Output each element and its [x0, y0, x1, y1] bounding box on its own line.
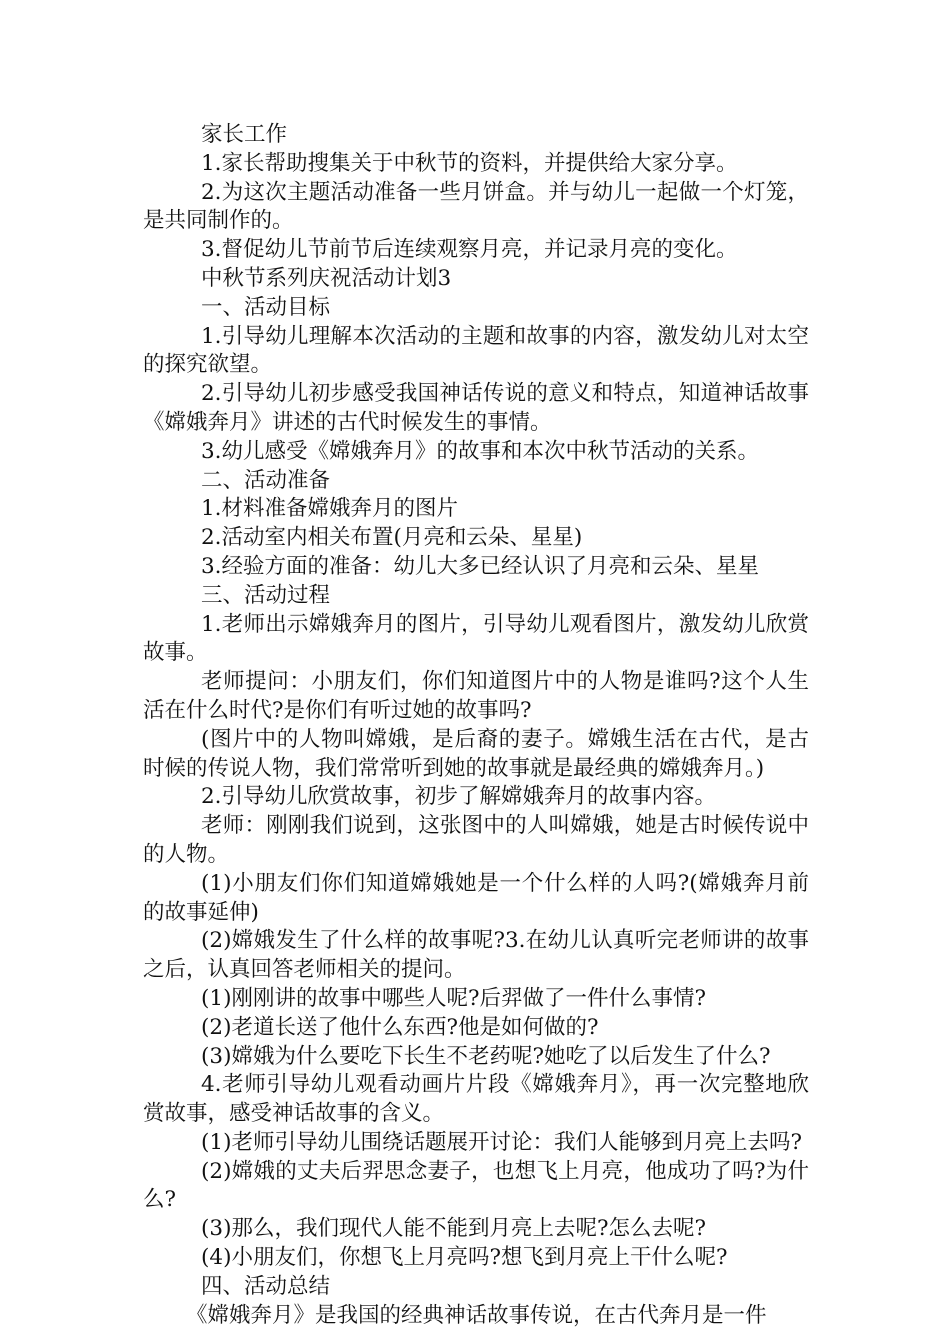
- paragraph: (2)嫦娥的丈夫后羿思念妻子，也想飞上月亮，他成功了吗?为什么?: [143, 1158, 809, 1213]
- paragraph: (2)老道长送了他什么东西?他是如何做的?: [201, 1014, 599, 1040]
- paragraph: 2.引导幼儿欣赏故事，初步了解嫦娥奔月的故事内容。: [201, 784, 717, 810]
- paragraph: (图片中的人物叫嫦娥，是后裔的妻子。嫦娥生活在古代，是古时候的传说人物，我们常常听到她的故事就是最经典的嫦娥奔月。): [143, 726, 809, 781]
- paragraph: 3.经验方面的准备：幼儿大多已经认识了月亮和云朵、星星: [201, 553, 760, 579]
- paragraph: 1.材料准备嫦娥奔月的图片: [201, 496, 459, 522]
- paragraph: 2.为这次主题活动准备一些月饼盒。并与幼儿一起做一个灯笼，是共同制作的。: [143, 179, 809, 234]
- paragraph: 3.督促幼儿节前节后连续观察月亮，并记录月亮的变化。: [201, 237, 738, 263]
- section-heading: 一、活动目标: [201, 294, 331, 320]
- paragraph: (1)老师引导幼儿围绕话题展开讨论：我们人能够到月亮上去吗?: [201, 1129, 802, 1155]
- paragraph: 1.家长帮助搜集关于中秋节的资料，并提供给大家分享。: [201, 150, 738, 176]
- paragraph: 老师：刚刚我们说到，这张图中的人叫嫦娥，她是古时候传说中的人物。: [143, 813, 809, 867]
- paragraph: (4)小朋友们，你想飞上月亮吗?想飞到月亮上干什么呢?: [201, 1245, 728, 1271]
- section-heading: 中秋节系列庆祝活动计划3: [201, 265, 452, 291]
- paragraph: 4.老师引导幼儿观看动画片片段《嫦娥奔月》，再一次完整地欣赏故事，感受神话故事的含义。: [143, 1072, 809, 1127]
- paragraph: 老师提问：小朋友们，你们知道图片中的人物是谁吗?这个人生活在什么时代?是你们有听过她的故事吗?: [143, 669, 809, 723]
- paragraph: 3.幼儿感受《嫦娥奔月》的故事和本次中秋节活动的关系。: [201, 438, 760, 464]
- document-body: [143, 121, 809, 1330]
- paragraph: 1.引导幼儿理解本次活动的主题和故事的内容，激发幼儿对太空的探究欲望。: [143, 323, 809, 378]
- paragraph: 1.老师出示嫦娥奔月的图片，引导幼儿观看图片，激发幼儿欣赏故事。: [143, 611, 809, 666]
- paragraph: (1)小朋友们你们知道嫦娥她是一个什么样的人吗?(嫦娥奔月前的故事延伸): [143, 870, 809, 925]
- paragraph: 《嫦娥奔月》是我国的经典神话故事传说，在古代奔月是一件: [186, 1302, 767, 1328]
- section-heading: 家长工作: [201, 122, 288, 147]
- paragraph: 2.活动室内相关布置(月亮和云朵、星星): [201, 525, 583, 551]
- paragraph: (1)刚刚讲的故事中哪些人呢?后羿做了一件什么事情?: [201, 985, 707, 1011]
- section-heading: 四、活动总结: [201, 1273, 331, 1299]
- section-heading: 三、活动过程: [201, 582, 331, 608]
- paragraph: (2)嫦娥发生了什么样的故事呢?3.在幼儿认真听完老师讲的故事之后，认真回答老师相关的提问。: [143, 928, 809, 983]
- paragraph: (3)那么，我们现代人能不能到月亮上去呢?怎么去呢?: [201, 1216, 707, 1242]
- paragraph: (3)嫦娥为什么要吃下长生不老药呢?她吃了以后发生了什么?: [201, 1043, 771, 1069]
- section-heading: 二、活动准备: [201, 467, 331, 493]
- paragraph: 2.引导幼儿初步感受我国神话传说的意义和特点，知道神话故事《嫦娥奔月》讲述的古代时候发生的事情。: [143, 381, 809, 435]
